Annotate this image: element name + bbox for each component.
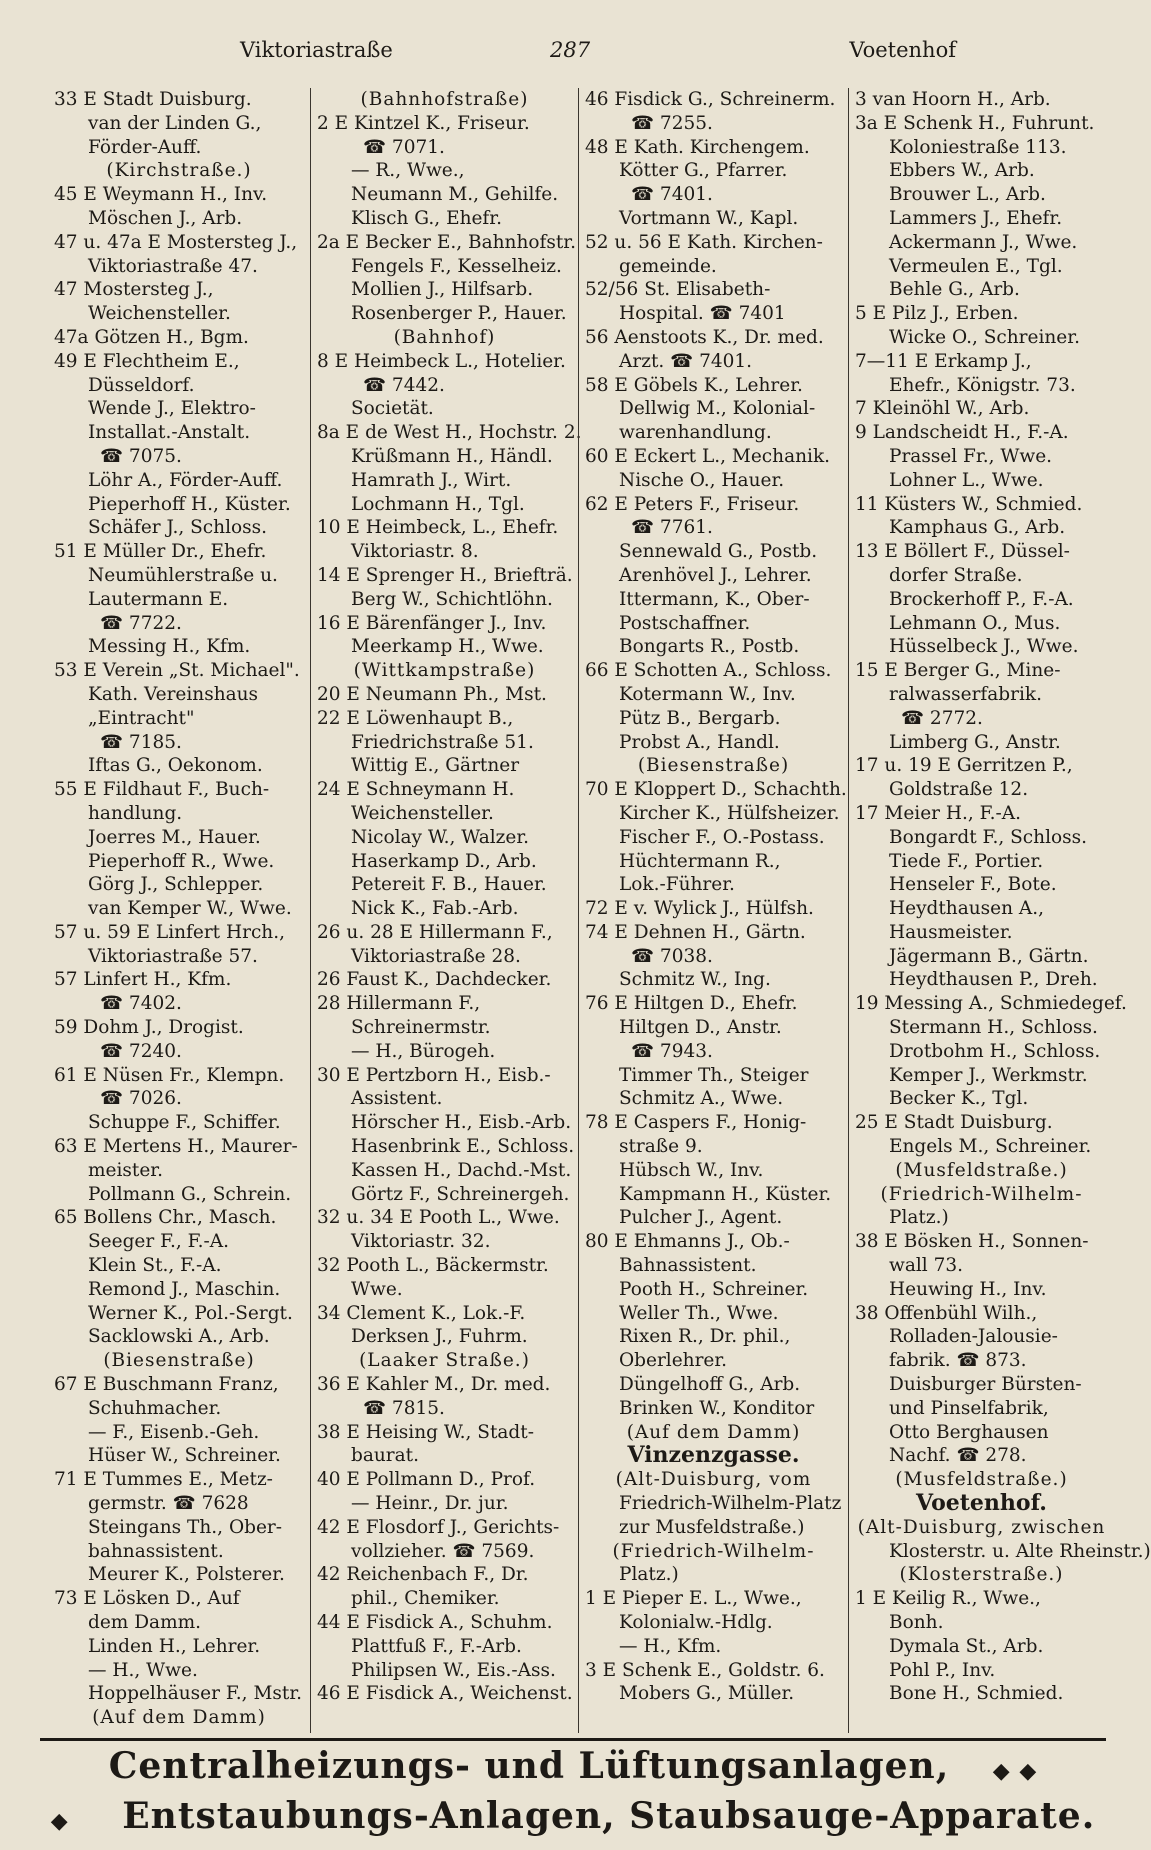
entry-line: ☎ 7943. [631, 1040, 713, 1062]
header-street-left: Viktoriastraße [240, 38, 393, 62]
entry-line: Stermann H., Schloss. [889, 1017, 1098, 1039]
entry-line: germstr. ☎ 7628 [88, 1493, 249, 1515]
entry-line: — Heinr., Dr. jur. [351, 1493, 509, 1515]
entry-line: wall 73. [889, 1255, 963, 1277]
entry-line: Oberlehrer. [619, 1350, 728, 1372]
entry-line: Platz.) [619, 1564, 679, 1586]
entry-line: ☎ 7442. [363, 374, 445, 396]
entry-line: Assistent. [351, 1088, 443, 1110]
entry-line: 32 u. 34 E Pooth L., Wwe. [317, 1207, 560, 1229]
entry-line: Bone H., Schmied. [889, 1683, 1064, 1705]
entry-line: bahnassistent. [88, 1540, 224, 1562]
entry-line: ☎ 7761. [631, 517, 713, 539]
entry-line: ☎ 7255. [631, 112, 713, 134]
entry-line: 3 van Hoorn H., Arb. [855, 89, 1051, 110]
entry-line: Lehmann O., Mus. [889, 612, 1061, 634]
entry-line: Weichensteller. [351, 802, 494, 824]
entry-line: Meerkamp H., Wwe. [351, 636, 544, 658]
entry-line: Heydthausen A., [889, 898, 1045, 920]
entry-line: Viktoriastraße 57. [88, 945, 258, 967]
entry-line: Klein St., F.-A. [88, 1255, 222, 1277]
entry-line: Dymala St., Arb. [889, 1635, 1044, 1657]
entry-line: Steingans Th., Ober- [88, 1516, 282, 1538]
entry-line: 56 Aenstoots K., Dr. med. [585, 326, 824, 348]
entry-line: Pooth H., Schreiner. [619, 1278, 809, 1300]
entry-line: 34 Clement K., Lok.-F. [317, 1302, 526, 1324]
entry-line: Engels M., Schreiner. [889, 1136, 1092, 1158]
entry-line: 70 E Kloppert D., Schachth. [585, 779, 847, 801]
entry-line: 20 E Neumann Ph., Mst. [317, 683, 547, 705]
entry-line: Duisburger Bürsten- [889, 1374, 1082, 1396]
entry-line: Vermeulen E., Tgl. [889, 255, 1063, 277]
entry-line: (Kirchstraße.) [106, 160, 252, 182]
entry-line: Hüser W., Schreiner. [88, 1445, 281, 1467]
entry-line: 58 E Göbels K., Lehrer. [585, 374, 803, 396]
entry-line: Philipsen W., Eis.-Ass. [351, 1659, 556, 1681]
entry-line: gemeinde. [619, 255, 717, 277]
entry-line: (Musfeldstraße.) [895, 1159, 1068, 1181]
entry-line: 1 E Pieper E. L., Wwe., [585, 1588, 802, 1610]
entry-line: 78 E Caspers F., Honig- [585, 1112, 807, 1134]
entry-line: und Pinselfabrik, [889, 1397, 1049, 1419]
entry-line: Koloniestraße 113. [889, 136, 1067, 158]
entry-line: Bongardt F., Schloss. [889, 826, 1087, 848]
entry-line: — H., Kfm. [619, 1635, 722, 1657]
entry-line: meister. [88, 1159, 163, 1181]
entry-line: Rosenberger P., Hauer. [351, 303, 567, 325]
entry-line: Lammers J., Ehefr. [889, 207, 1063, 229]
entry-line: 24 E Schneymann H. [317, 779, 515, 801]
entry-line: Görtz F., Schreinergeh. [351, 1183, 570, 1205]
entry-line: Limberg G., Anstr. [889, 731, 1061, 753]
directory-columns [48, 88, 1151, 1733]
entry-line: 40 E Pollmann D., Prof. [317, 1469, 536, 1491]
entry-line: Fischer F., O.-Postass. [619, 826, 825, 848]
entry-line: Dellwig M., Kolonial- [619, 398, 816, 420]
entry-line: 66 E Schotten A., Schloss. [585, 660, 832, 682]
entry-line: Remond J., Maschin. [88, 1278, 281, 1300]
entry-line: Schreinermstr. [351, 1017, 491, 1039]
entry-line: ralwasserfabrik. [889, 683, 1043, 705]
entry-line: zur Musfeldstraße.) [619, 1516, 805, 1538]
entry-line: — H., Bürogeh. [351, 1040, 496, 1062]
entry-line: 42 E Flosdorf J., Gerichts- [317, 1516, 560, 1538]
entry-line: 55 E Fildhaut F., Buch- [54, 779, 270, 801]
entry-line: 46 E Fisdick A., Weichenst. [317, 1683, 573, 1705]
entry-line: Klosterstr. u. Alte Rheinstr.) [889, 1540, 1151, 1562]
entry-line: Arzt. ☎ 7401. [619, 350, 753, 372]
entry-line: fabrik. ☎ 873. [889, 1350, 1027, 1372]
entry-line: Viktoriastraße 28. [351, 945, 521, 967]
entry-line: Vinzenzgasse. [627, 1442, 800, 1469]
entry-line: Schuhmacher. [88, 1397, 222, 1419]
entry-line: 3a E Schenk H., Fuhrunt. [855, 112, 1095, 134]
entry-line: Weichensteller. [88, 303, 231, 325]
entry-line: Schmitz A., Wwe. [619, 1088, 784, 1110]
entry-line: 26 Faust K., Dachdecker. [317, 969, 552, 991]
advert-text-1: Centralheizungs- und Lüftungsanlagen, [108, 1745, 950, 1787]
entry-line: 2 E Kintzel K., Friseur. [317, 112, 530, 134]
entry-line: Goldstraße 12. [889, 779, 1029, 801]
header-street-right: Voetenhof [849, 38, 956, 62]
entry-line: 48 E Kath. Kirchengem. [585, 136, 810, 158]
entry-line: Pulcher J., Agent. [619, 1207, 783, 1229]
entry-line: Hasenbrink E., Schloss. [351, 1136, 575, 1158]
entry-line: Förder-Auff. [88, 136, 202, 158]
entry-line: „Eintracht" [88, 707, 195, 729]
entry-line: 33 E Stadt Duisburg. [54, 89, 252, 110]
entry-line: 28 Hillermann F., [317, 993, 481, 1015]
entry-line: Düngelhoff G., Arb. [619, 1374, 801, 1396]
entry-line: ☎ 7240. [100, 1040, 182, 1062]
entry-line: Kassen H., Dachd.-Mst. [351, 1159, 572, 1181]
entry-line: Hörscher H., Eisb.-Arb. [351, 1112, 572, 1134]
entry-line: dorfer Straße. [889, 564, 1023, 586]
footer-rule [40, 1738, 1106, 1741]
entry-line: 72 E v. Wylick J., Hülfsh. [585, 898, 814, 920]
entry-line: Kampmann H., Küster. [619, 1183, 832, 1205]
entry-line: Brockerhoff P., F.-A. [889, 588, 1074, 610]
entry-line: 9 Landscheidt H., F.-A. [855, 422, 1069, 444]
entry-line: Nicolay W., Walzer. [351, 826, 530, 848]
entry-line: ☎ 7815. [363, 1397, 445, 1419]
entry-line: Drotbohm H., Schloss. [889, 1040, 1101, 1062]
entry-line: ☎ 7075. [100, 445, 182, 467]
entry-line: 38 E Heising W., Stadt- [317, 1421, 534, 1443]
entry-line: Görg J., Schlepper. [88, 874, 264, 896]
entry-line: 7—11 E Erkamp J., [855, 350, 1032, 372]
entry-line: 44 E Fisdick A., Schuhm. [317, 1612, 553, 1633]
entry-line: 17 Meier H., F.-A. [855, 802, 1022, 824]
entry-line: Kolonialw.-Hdlg. [619, 1612, 773, 1633]
entry-line: 5 E Pilz J., Erben. [855, 303, 1019, 325]
entry-line: 14 E Sprenger H., Briefträ. [317, 564, 573, 586]
entry-line: handlung. [88, 802, 183, 824]
entry-line: Pohl P., Inv. [889, 1659, 996, 1681]
entry-line: Postschaffner. [619, 612, 751, 634]
entry-line: 8a E de West H., Hochstr. 2. [317, 422, 582, 444]
entry-line: Kamphaus G., Arb. [889, 517, 1066, 539]
entry-line: (Biesenstraße) [637, 755, 790, 777]
entry-line: Nische O., Hauer. [619, 469, 785, 491]
entry-line: Sacklowski A., Arb. [88, 1326, 270, 1348]
entry-line: van Kemper W., Wwe. [88, 898, 292, 920]
entry-line: Neumann M., Gehilfe. [351, 184, 559, 206]
entry-line: 38 Offenbühl Wilh., [855, 1302, 1038, 1324]
entry-line: ☎ 7071. [363, 136, 445, 158]
entry-line: Klisch G., Ehefr. [351, 207, 502, 229]
entry-line: Lautermann E. [88, 588, 229, 610]
entry-line: (Alt-Duisburg, vom [615, 1469, 812, 1491]
entry-line: Weller Th., Wwe. [619, 1302, 779, 1324]
entry-line: Plattfuß F., F.-Arb. [351, 1635, 522, 1657]
entry-line: Haserkamp D., Arb. [351, 850, 537, 872]
entry-line: Mobers G., Müller. [619, 1683, 795, 1705]
entry-line: (Wittkampstraße) [353, 660, 536, 682]
entry-line: (Alt-Duisburg, zwischen [857, 1516, 1106, 1538]
entry-line: Probst A., Handl. [619, 731, 780, 753]
entry-line: 10 E Heimbeck, L., Ehefr. [317, 517, 559, 539]
entry-line: Iftas G., Oekonom. [88, 755, 263, 777]
entry-line: 3 E Schenk E., Goldstr. 6. [585, 1659, 825, 1681]
column-3 [578, 88, 848, 1733]
entry-line: Lohner L., Wwe. [889, 469, 1044, 491]
entry-line: 74 E Dehnen H., Gärtn. [585, 921, 806, 943]
entry-line: Timmer Th., Steiger [619, 1064, 809, 1086]
entry-line: 73 E Lösken D., Auf [54, 1588, 240, 1610]
entry-line: 76 E Hiltgen D., Ehefr. [585, 993, 798, 1015]
entry-line: Neumühlerstraße u. [88, 564, 278, 586]
entry-line: Ehefr., Königstr. 73. [889, 374, 1076, 396]
entry-line: Pieperhoff R., Wwe. [88, 850, 275, 872]
entry-line: Linden H., Lehrer. [88, 1635, 261, 1657]
entry-line: baurat. [351, 1445, 419, 1467]
entry-line: warenhandlung. [619, 422, 772, 444]
entry-line: Pütz B., Bergarb. [619, 707, 781, 729]
entry-line: Sennewald G., Postb. [619, 541, 818, 563]
entry-line: Otto Berghausen [889, 1421, 1049, 1443]
entry-line: straße 9. [619, 1136, 703, 1158]
entry-line: 80 E Ehmanns J., Ob.- [585, 1231, 790, 1253]
entry-line: 1 E Keilig R., Wwe., [855, 1588, 1041, 1610]
entry-line: Hüchtermann R., [619, 850, 781, 872]
entry-line: Meurer K., Polsterer. [88, 1564, 285, 1586]
entry-line: Arenhövel J., Lehrer. [619, 564, 812, 586]
entry-line: Vortmann W., Kapl. [619, 207, 799, 229]
entry-line: Jägermann B., Gärtn. [889, 945, 1089, 967]
entry-line: Werner K., Pol.-Sergt. [88, 1302, 293, 1324]
entry-line: (Auf dem Damm) [92, 1707, 266, 1729]
entry-line: 22 E Löwenhaupt B., [317, 707, 514, 729]
entry-line: Bahnassistent. [619, 1255, 757, 1277]
entry-line: (Laaker Straße.) [359, 1350, 530, 1372]
entry-line: Hiltgen D., Anstr. [619, 1017, 782, 1039]
entry-line: — H., Wwe. [88, 1659, 198, 1681]
entry-line: dem Damm. [88, 1612, 202, 1633]
entry-line: Behle G., Arb. [889, 279, 1020, 301]
advert-text-2: Entstaubungs-Anlagen, Staubsauge-Apparate. [122, 1795, 1096, 1837]
entry-line: phil., Chemiker. [351, 1588, 500, 1610]
entry-line: Löhr A., Förder-Auff. [88, 469, 283, 491]
entry-line: 16 E Bärenfänger J., Inv. [317, 612, 547, 634]
entry-line: Bongarts R., Postb. [619, 636, 800, 658]
entry-line: Schmitz W., Ing. [619, 969, 771, 991]
entry-line: Hübsch W., Inv. [619, 1159, 764, 1181]
advert-ornament-2: ◆ [50, 1808, 69, 1834]
entry-line: Lok.-Führer. [619, 874, 735, 896]
entry-line: 36 E Kahler M., Dr. med. [317, 1374, 551, 1396]
entry-line: (Musfeldstraße.) [895, 1469, 1068, 1491]
entry-line: Hoppelhäuser F., Mstr. [88, 1683, 303, 1705]
entry-line: Hüsselbeck J., Wwe. [889, 636, 1079, 658]
entry-line: Bonh. [889, 1612, 944, 1633]
entry-line: ☎ 7185. [100, 731, 182, 753]
entry-line: Installat.-Anstalt. [88, 422, 251, 444]
entry-line: 25 E Stadt Duisburg. [855, 1112, 1053, 1134]
entry-line: Platz.) [889, 1207, 949, 1229]
entry-line: (Bahnhof) [393, 326, 496, 348]
entry-line: 61 E Nüsen Fr., Klempn. [54, 1064, 285, 1086]
entry-line: Kotermann W., Inv. [619, 683, 796, 705]
entry-line: 13 E Böllert F., Düssel- [855, 541, 1070, 563]
entry-line: (Biesenstraße) [103, 1350, 255, 1372]
entry-line: 59 Dohm J., Drogist. [54, 1017, 244, 1039]
entry-line: Nick K., Fab.-Arb. [351, 898, 519, 920]
entry-line: ☎ 7722. [100, 612, 182, 634]
entry-line: 65 Bollens Chr., Masch. [54, 1207, 277, 1229]
entry-line: Kötter G., Pfarrer. [619, 160, 788, 182]
column-2 [310, 88, 582, 1733]
entry-line: Viktoriastr. 32. [351, 1231, 491, 1253]
entry-line: — F., Eisenb.-Geh. [88, 1421, 260, 1443]
entry-line: ☎ 7402. [100, 993, 182, 1015]
entry-line: Societät. [351, 398, 434, 420]
entry-line: Petereit F. B., Hauer. [351, 874, 547, 896]
entry-line: 71 E Tummes E., Metz- [54, 1469, 273, 1491]
entry-line: Friedrich-Wilhelm-Platz [619, 1493, 842, 1515]
entry-line: 67 E Buschmann Franz, [54, 1374, 279, 1396]
advert-line-2 [0, 1795, 1146, 1837]
entry-line: Ebbers W., Arb. [889, 160, 1035, 182]
entry-line: Derksen J., Fuhrm. [351, 1326, 528, 1348]
entry-line: ☎ 7401. [631, 184, 713, 206]
entry-line: Prassel Fr., Wwe. [889, 445, 1053, 467]
entry-line: Heydthausen P., Dreh. [889, 969, 1098, 991]
entry-line: 2a E Becker E., Bahnhofstr. [317, 231, 576, 253]
entry-line: (Auf dem Damm) [626, 1421, 801, 1443]
entry-line: ☎ 7026. [100, 1088, 182, 1110]
entry-line: Kircher K., Hülfsheizer. [619, 802, 840, 824]
entry-line: 52 u. 56 E Kath. Kirchen- [585, 231, 823, 253]
entry-line: Joerres M., Hauer. [88, 826, 261, 848]
page-header [50, 38, 1096, 72]
entry-line: 47 Mostersteg J., [54, 279, 214, 301]
page-number: 287 [550, 38, 591, 62]
entry-line: 46 Fisdick G., Schreinerm. [585, 89, 836, 110]
entry-line: Fengels F., Kesselheiz. [351, 255, 562, 277]
column-4 [848, 88, 1151, 1733]
entry-line: 32 Pooth L., Bäckermstr. [317, 1255, 549, 1277]
entry-line: 38 E Bösken H., Sonnen- [855, 1231, 1089, 1253]
entry-line: Becker K., Tgl. [889, 1088, 1029, 1110]
entry-line: Schäfer J., Schloss. [88, 517, 267, 539]
entry-line: Voetenhof. [916, 1490, 1047, 1517]
entry-line: 42 Reichenbach F., Dr. [317, 1564, 529, 1586]
entry-line: vollzieher. ☎ 7569. [351, 1540, 535, 1562]
entry-line: (Friedrich-Wilhelm- [880, 1183, 1083, 1205]
entry-line: Seeger F., F.-A. [88, 1231, 230, 1253]
entry-line: 19 Messing A., Schmiedegef. [855, 993, 1127, 1015]
entry-line: Friedrichstraße 51. [351, 731, 534, 753]
entry-line: Rixen R., Dr. phil., [619, 1326, 791, 1348]
entry-line: 53 E Verein „St. Michael". [54, 660, 300, 682]
entry-line: 47 u. 47a E Mostersteg J., [54, 231, 298, 253]
entry-line: Ittermann, K., Ober- [619, 588, 810, 610]
entry-line: 45 E Weymann H., Inv. [54, 184, 268, 206]
entry-line: 60 E Eckert L., Mechanik. [585, 445, 831, 467]
entry-line: ☎ 7038. [631, 945, 713, 967]
entry-line: Wende J., Elektro- [88, 398, 256, 420]
entry-line: 47a Götzen H., Bgm. [54, 326, 249, 348]
entry-line: 63 E Mertens H., Maurer- [54, 1136, 298, 1158]
entry-line: 57 u. 59 E Linfert Hrch., [54, 921, 285, 943]
entry-line: Kemper J., Werkmstr. [889, 1064, 1088, 1086]
entry-line: Brinken W., Konditor [619, 1397, 815, 1419]
entry-line: Düsseldorf. [88, 374, 195, 396]
entry-line: 17 u. 19 E Gerritzen P., [855, 755, 1073, 777]
entry-line: Pieperhoff H., Küster. [88, 493, 291, 515]
entry-line: ☎ 2772. [901, 707, 983, 729]
entry-line: 62 E Peters F., Friseur. [585, 493, 800, 515]
entry-line: Messing H., Kfm. [88, 636, 251, 658]
entry-line: Berg W., Schichtlöhn. [351, 588, 553, 610]
entry-line: 15 E Berger G., Mine- [855, 660, 1061, 682]
entry-line: Mollien J., Hilfsarb. [351, 279, 534, 301]
entry-line: Brouwer L., Arb. [889, 184, 1046, 206]
entry-line: Henseler F., Bote. [889, 874, 1057, 896]
entry-line: Ackermann J., Wwe. [889, 231, 1078, 253]
entry-line: Möschen J., Arb. [88, 207, 243, 229]
entry-line: 11 Küsters W., Schmied. [855, 493, 1083, 515]
entry-line: 52/56 St. Elisabeth- [585, 279, 771, 301]
entry-line: 57 Linfert H., Kfm. [54, 969, 232, 991]
entry-line: 51 E Müller Dr., Ehefr. [54, 541, 267, 563]
entry-line: Hamrath J., Wirt. [351, 469, 512, 491]
entry-line: 49 E Flechtheim E., [54, 350, 240, 372]
entry-line: Hospital. ☎ 7401 [619, 303, 786, 325]
entry-line: (Bahnhofstraße) [360, 89, 529, 110]
entry-line: Viktoriastraße 47. [88, 255, 258, 277]
entry-line: 7 Kleinöhl W., Arb. [855, 398, 1030, 420]
entry-line: Pollmann G., Schrein. [88, 1183, 292, 1205]
entry-line: Schuppe F., Schiffer. [88, 1112, 281, 1134]
advert-ornament-1: ◆ ◆ [992, 1758, 1038, 1784]
entry-line: (Klosterstraße.) [899, 1564, 1064, 1586]
entry-line: Lochmann H., Tgl. [351, 493, 525, 515]
entry-line: Wwe. [351, 1278, 403, 1300]
entry-line: Wicke O., Schreiner. [889, 326, 1080, 348]
entry-line: Rolladen-Jalousie- [889, 1326, 1058, 1348]
entry-line: 26 u. 28 E Hillermann F., [317, 921, 553, 943]
entry-line: 30 E Pertzborn H., Eisb.- [317, 1064, 551, 1086]
entry-line: — R., Wwe., [351, 160, 465, 182]
entry-line: van der Linden G., [88, 112, 262, 134]
column-1 [48, 88, 310, 1733]
entry-line: Tiede F., Portier. [889, 850, 1044, 872]
entry-line: (Friedrich-Wilhelm- [612, 1540, 815, 1562]
advert-line-1 [0, 1745, 1146, 1787]
entry-line: 8 E Heimbeck L., Hotelier. [317, 350, 566, 372]
entry-line: Hausmeister. [889, 921, 1013, 943]
entry-line: Viktoriastr. 8. [351, 541, 479, 563]
entry-line: Krüßmann H., Händl. [351, 445, 553, 467]
entry-line: Wittig E., Gärtner [351, 755, 520, 777]
entry-line: Heuwing H., Inv. [889, 1278, 1047, 1300]
entry-line: Nachf. ☎ 278. [889, 1445, 1027, 1467]
entry-line: Kath. Vereinshaus [88, 683, 259, 705]
